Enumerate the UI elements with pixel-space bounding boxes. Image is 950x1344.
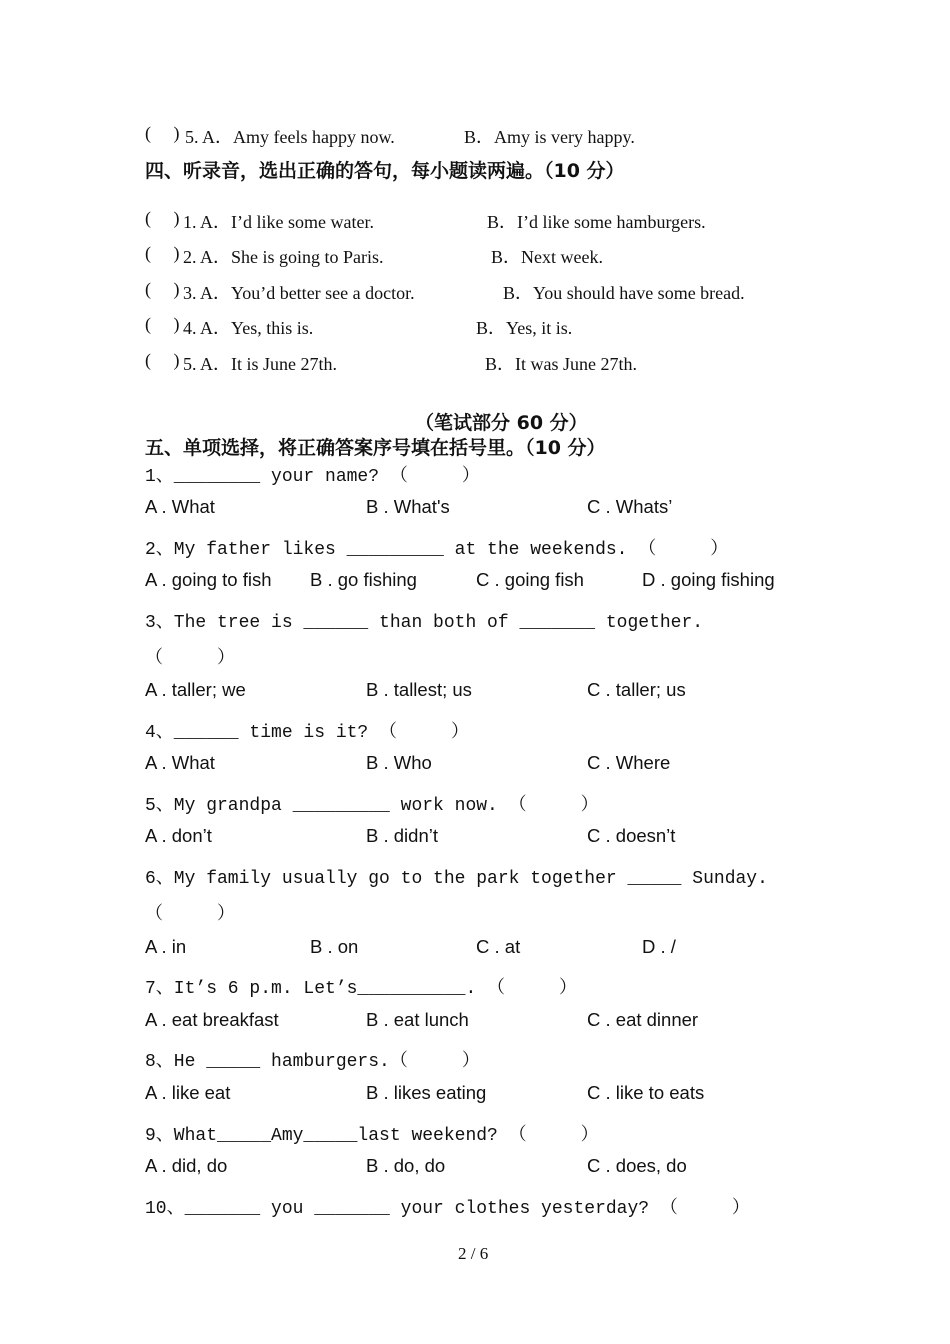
question-stem: 5、My grandpa _________ work now. （ ） xyxy=(145,796,599,816)
choice-c: C . taller; us xyxy=(587,679,686,700)
choice-b: B . Who xyxy=(366,752,432,773)
choice-b: B . didn’t xyxy=(366,825,438,846)
choice-a: A . What xyxy=(145,496,215,517)
choice-a: A . like eat xyxy=(145,1082,231,1103)
choice-c: C . does, do xyxy=(587,1155,687,1176)
answer-bracket[interactable]: ( ) xyxy=(145,208,180,228)
answer-bracket[interactable]: ( ) xyxy=(145,279,180,299)
option-a: 3. A．You’d better see a doctor. xyxy=(183,283,415,303)
option-a: 5. A．Amy feels happy now. xyxy=(185,127,395,147)
question-stem: 7、It’s 6 p.m. Let’s__________. （ ） xyxy=(145,979,578,999)
option-a: 1. A．I’d like some water. xyxy=(183,212,374,232)
question-stem: 10、_______ you _______ your clothes yesterday? （ ） xyxy=(145,1199,750,1219)
section-heading: 五、单项选择，将正确答案序号填在括号里。（10 分） xyxy=(145,437,606,459)
answer-bracket[interactable]: ( ) xyxy=(145,350,180,370)
question-stem: 1、________ your name? （ ） xyxy=(145,467,480,487)
choice-a: A . in xyxy=(145,936,187,957)
choice-c: C . eat dinner xyxy=(587,1009,699,1030)
option-b: B．You should have some bread. xyxy=(503,283,745,303)
choice-c: C . Whats’ xyxy=(587,496,673,517)
choice-d: D . going fishing xyxy=(642,569,775,590)
choice-c: C . like to eats xyxy=(587,1082,705,1103)
page-number: 2 / 6 xyxy=(458,1244,489,1263)
answer-bracket[interactable]: ( ) xyxy=(145,314,180,334)
question-stem: 6、My family usually go to the park together _____ Sunday. xyxy=(145,869,768,889)
option-a: 4. A．Yes, this is. xyxy=(183,318,314,338)
question-stem: 3、The tree is ______ than both of _______ together. xyxy=(145,613,704,633)
option-b: B．It was June 27th. xyxy=(485,354,637,374)
question-stem: 9、What_____Amy_____last weekend? （ ） xyxy=(145,1126,599,1146)
question-stem: 8、He _____ hamburgers.（ ） xyxy=(145,1052,480,1072)
option-b: B．I’d like some hamburgers. xyxy=(487,212,706,232)
answer-bracket[interactable]: ( ) xyxy=(145,243,180,263)
choice-c: C . going fish xyxy=(476,569,584,590)
question-stem: 2、My father likes _________ at the weekends. （ ） xyxy=(145,540,729,560)
choice-a: A . don’t xyxy=(145,825,212,846)
choice-c: C . doesn’t xyxy=(587,825,676,846)
option-a: 5. A．It is June 27th. xyxy=(183,354,338,374)
option-b: B．Next week. xyxy=(491,247,603,267)
option-b: B．Amy is very happy. xyxy=(464,127,635,147)
answer-bracket[interactable]: ( ) xyxy=(145,123,180,143)
choice-b: B . on xyxy=(310,936,359,957)
choice-b: B . What's xyxy=(366,496,450,517)
choice-a: A . What xyxy=(145,752,215,773)
answer-bracket[interactable]: （ ） xyxy=(145,649,236,669)
choice-c: C . at xyxy=(476,936,521,957)
option-a: 2. A．She is going to Paris. xyxy=(183,247,384,267)
choice-b: B . do, do xyxy=(366,1155,446,1176)
answer-bracket[interactable]: （ ） xyxy=(145,905,236,925)
choice-d: D . / xyxy=(642,936,676,957)
choice-b: B . eat lunch xyxy=(366,1009,469,1030)
choice-a: A . did, do xyxy=(145,1155,228,1176)
written-part-title: （笔试部分 60 分） xyxy=(415,412,588,434)
choice-b: B . go fishing xyxy=(310,569,417,590)
choice-b: B . likes eating xyxy=(366,1082,487,1103)
choice-a: A . eat breakfast xyxy=(145,1009,279,1030)
section-heading: 四、听录音，选出正确的答句，每小题读两遍。（10 分） xyxy=(145,160,625,182)
choice-a: A . going to fish xyxy=(145,569,272,590)
choice-a: A . taller; we xyxy=(145,679,246,700)
question-stem: 4、______ time is it? （ ） xyxy=(145,723,470,743)
option-b: B．Yes, it is. xyxy=(476,318,573,338)
choice-c: C . Where xyxy=(587,752,671,773)
choice-b: B . tallest; us xyxy=(366,679,472,700)
